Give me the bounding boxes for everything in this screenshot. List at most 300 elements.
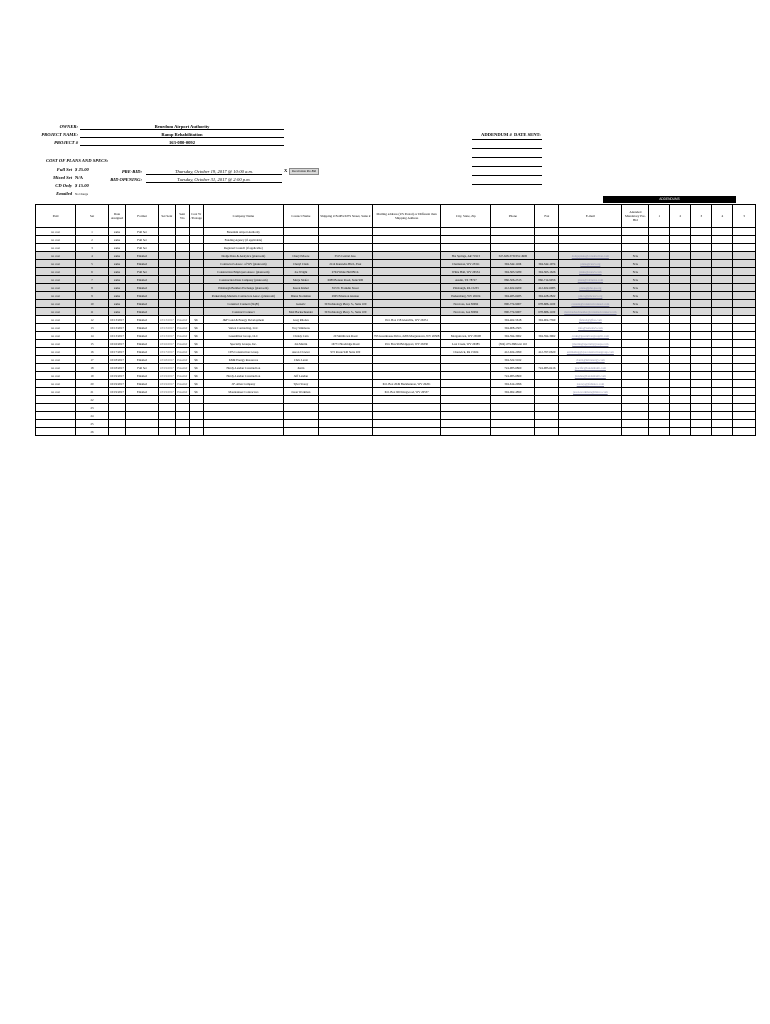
cell-mail	[372, 356, 441, 364]
cell-via	[175, 420, 189, 428]
cell-set: 8	[76, 284, 109, 292]
cell-contact: Jan Martin	[283, 340, 318, 348]
cell-addendum	[649, 404, 670, 412]
cell-sent	[159, 236, 176, 244]
cell-paid	[36, 396, 76, 404]
cell-fax	[535, 244, 559, 252]
column-header: Paid	[36, 205, 76, 228]
date-sent-label: DATE SENT:	[514, 132, 541, 137]
cell-via	[175, 300, 189, 308]
cell-addendum	[649, 244, 670, 252]
cell-email[interactable]: content@constructconnect.com	[559, 300, 622, 308]
table-row	[36, 356, 756, 364]
cell-date	[109, 428, 126, 436]
cell-prebid	[622, 356, 649, 364]
cell-set: 19	[76, 372, 109, 380]
cell-email[interactable]	[559, 412, 622, 420]
cell-email[interactable]: jfeland@gfisa.com	[559, 316, 622, 324]
cell-paid	[36, 412, 76, 420]
cell-addendum	[649, 276, 670, 284]
cell-addendum	[712, 428, 733, 436]
cell-city: Pittsburgh, PA 15233	[441, 284, 491, 292]
table-row	[36, 404, 756, 412]
cell-addendum	[691, 412, 712, 420]
cell-company	[203, 412, 283, 420]
cell-addendum	[670, 300, 691, 308]
cell-format: Emailed	[126, 292, 159, 300]
project-name-value: Ramp Rehabilitation	[80, 132, 284, 138]
cell-set: 17	[76, 356, 109, 364]
cell-phone: 412-924-2090	[491, 348, 535, 356]
cell-fax	[535, 388, 559, 396]
cell-addendum	[733, 396, 756, 404]
cell-city: Parkersburg, WV 26104	[441, 292, 491, 300]
cell-email[interactable]: info@vertexwv.com	[559, 324, 622, 332]
cell-via: Emailed	[177, 341, 188, 346]
cell-addendum	[733, 284, 756, 292]
cell-contact: Generic	[283, 300, 318, 308]
column-header: Mailing address (US Postal) or Different than Shipping Address	[372, 205, 441, 228]
cell-addendum	[712, 276, 733, 284]
cell-format: Emailed	[126, 332, 159, 340]
cell-city	[441, 380, 491, 388]
cell-phone: 304-462-5618	[491, 316, 535, 324]
cell-contact: Joe Wright	[283, 268, 318, 276]
cell-via	[175, 292, 189, 300]
cell-set: 21	[76, 388, 109, 396]
cell-addendum	[712, 244, 733, 252]
cell-addendum	[670, 324, 691, 332]
cell-city	[441, 372, 491, 380]
cell-prebid	[622, 228, 649, 236]
cell-via	[175, 428, 189, 436]
cell-email[interactable]	[559, 420, 622, 428]
cell-addendum	[733, 388, 756, 396]
cell-city	[441, 420, 491, 428]
cell-via	[175, 412, 189, 420]
cell-fax	[535, 404, 559, 412]
cell-fax	[535, 228, 559, 236]
cell-addendum	[733, 252, 756, 260]
prebid-value: Thursday, October 19, 2017 @ 10:00 a.m.	[146, 169, 282, 175]
cell-format: Emailed	[126, 284, 159, 292]
mixed-set-label: Mixed Set	[52, 175, 72, 180]
table-row	[36, 428, 756, 436]
cell-cost	[189, 292, 203, 300]
cell-format: Emailed	[126, 372, 159, 380]
cell-addendum	[649, 292, 670, 300]
cell-city	[441, 228, 491, 236]
cell-sent	[159, 396, 176, 404]
cell-fax	[535, 396, 559, 404]
cell-city	[441, 316, 491, 324]
cell-sent	[159, 260, 176, 268]
cell-addendum	[649, 260, 670, 268]
cell-set: 3	[76, 244, 109, 252]
table-row	[36, 340, 756, 348]
cell-contact: Diana Stockman	[283, 292, 318, 300]
cell-addendum	[670, 308, 691, 316]
cell-company: Specialty Groups, Inc.	[203, 340, 283, 348]
cell-mail	[372, 412, 441, 420]
table-row	[36, 284, 756, 292]
cell-addendum	[649, 308, 670, 316]
cell-addendum	[712, 340, 733, 348]
cell-via: Emailed	[177, 317, 188, 322]
table-row	[36, 228, 756, 236]
cell-contact: Matt Backschneider	[283, 308, 318, 316]
cell-email[interactable]: pmca@pmcawv.org	[559, 292, 622, 300]
cell-via	[175, 236, 189, 244]
cell-prebid: N/A	[622, 300, 649, 308]
cell-addendum	[733, 356, 756, 364]
cell-date: same	[109, 268, 126, 276]
cell-addendum	[670, 236, 691, 244]
cell-phone	[491, 404, 535, 412]
cell-company: Dodge Data & Analytics (planroom)	[203, 252, 283, 260]
cell-email[interactable]: tstorey@jfallenco.com	[559, 380, 622, 388]
cell-mail	[372, 372, 441, 380]
cell-cost: $0.	[189, 388, 203, 396]
cell-via: Emailed	[177, 349, 188, 354]
cell-email[interactable]: clantz@kmrenergy.com	[559, 356, 622, 364]
cell-phone: 800-774-9007	[491, 300, 535, 308]
cell-addendum	[691, 372, 712, 380]
cell-ship: 2114 Kanawha Blvd., East	[318, 260, 372, 268]
cell-contact: Aaron Clowter	[283, 348, 318, 356]
cell-addendum	[712, 284, 733, 292]
cell-via	[175, 404, 189, 412]
cell-email[interactable]	[559, 396, 622, 404]
column-header: Shipping # FedEx/UPS Street, Suite #	[318, 205, 372, 228]
cell-addendum	[649, 300, 670, 308]
cell-via: Emailed	[177, 333, 188, 338]
cell-addendum	[649, 348, 670, 356]
cell-email[interactable]: plans@pbe-pa.org	[559, 284, 622, 292]
cell-set: 16	[76, 348, 109, 356]
cell-city: White Hall, WV 26554	[441, 268, 491, 276]
cell-addendum	[712, 356, 733, 364]
cell-ship: 6089 Bonner Road, Suite 900	[318, 276, 372, 284]
cell-addendum	[691, 260, 712, 268]
recalculate-prebid-button[interactable]: Recalculate Pre-Bid	[289, 168, 319, 175]
cell-email[interactable]: plans@cawv.org	[559, 260, 622, 268]
cell-date	[109, 412, 126, 420]
cell-cost: $0.	[189, 356, 203, 364]
cell-addendum	[712, 268, 733, 276]
cell-paid: no cost	[36, 308, 76, 316]
cell-sent: 10/17/2017	[160, 349, 174, 354]
cell-email[interactable]: ccain@greenrivergroupllc.com	[559, 332, 622, 340]
owner-value: Benedum Airport Authority	[80, 124, 284, 130]
cell-fax: 304-428-2822	[535, 292, 559, 300]
bid-opening-value: Tuesday, October 31, 2017 @ 2:00 p.m.	[146, 177, 282, 183]
cell-addendum	[733, 228, 756, 236]
cell-contact: Marja Shafer	[283, 276, 318, 284]
cell-prebid	[622, 372, 649, 380]
cell-prebid	[622, 244, 649, 252]
cell-contact	[283, 396, 318, 404]
cell-fax: 678-686-1100	[535, 300, 559, 308]
cell-phone: 304-062-4890	[491, 388, 535, 396]
cell-via	[175, 244, 189, 252]
cell-addendum	[670, 284, 691, 292]
cell-addendum	[670, 268, 691, 276]
cell-sent: 10/19/2017	[160, 381, 174, 386]
cell-city	[441, 388, 491, 396]
table-row	[36, 388, 756, 396]
cell-fax: 412-922-6085	[535, 284, 559, 292]
cell-addendum	[712, 228, 733, 236]
cell-paid: no cost	[36, 260, 76, 268]
prebid-label: PRE-BID:	[121, 169, 142, 174]
cell-email[interactable]: jlandan@landanbuilt.com	[559, 372, 622, 380]
cell-ship: 3315 Central Ave.	[318, 252, 372, 260]
table-row	[36, 276, 756, 284]
cell-via	[175, 252, 189, 260]
cell-fax: 866-714-9956	[535, 276, 559, 284]
cell-company: Construct Connect (iSqFt)	[203, 300, 283, 308]
cell-email[interactable]: jason.workman@mtnco.com	[559, 388, 622, 396]
cell-addendum	[649, 388, 670, 396]
cell-addendum	[733, 292, 756, 300]
cell-set: 6	[76, 268, 109, 276]
cell-addendum	[670, 260, 691, 268]
cell-company	[203, 404, 283, 412]
cd-only-value: $ 15.00	[75, 183, 89, 188]
cell-addendum	[712, 348, 733, 356]
cell-fax: 304-342-1074	[535, 260, 559, 268]
cell-addendum	[733, 316, 756, 324]
column-header: Company Name	[203, 205, 283, 228]
cell-paid: no cost	[36, 268, 76, 276]
cell-set: 22	[76, 396, 109, 404]
cell-cost: $0.	[189, 364, 203, 372]
cell-addendum	[670, 428, 691, 436]
table-row	[36, 244, 756, 252]
cell-addendum	[670, 332, 691, 340]
cell-email[interactable]	[559, 428, 622, 436]
table-row	[36, 268, 756, 276]
cell-addendum	[691, 364, 712, 372]
cell-via: Emailed	[177, 373, 188, 378]
cell-phone: 412-922-6200	[491, 284, 535, 292]
cell-cost	[189, 252, 203, 260]
cell-email[interactable]: plans@cdcnews.com	[559, 276, 622, 284]
cell-set: 13	[76, 324, 109, 332]
cell-contact: Greg Rhodes	[283, 316, 318, 324]
cell-email[interactable]	[559, 228, 622, 236]
cell-format: Full Set	[126, 244, 159, 252]
cell-ship: 972 Route 940 Suite 200	[318, 348, 372, 356]
cell-email[interactable]: plans@ceawv.com	[559, 268, 622, 276]
cell-addendum	[712, 404, 733, 412]
cell-mail	[372, 428, 441, 436]
cell-mail: 793 Greenhouse Drive, #206 Morgantown, WV 26508	[373, 333, 440, 338]
cell-email[interactable]: jpacific@landanbuilt.com	[559, 364, 622, 372]
cell-sent	[159, 412, 176, 420]
cell-prebid	[622, 364, 649, 372]
mixed-set-value: N/A	[75, 175, 83, 180]
cell-phone	[491, 236, 535, 244]
cell-company: CPS Construction Group	[203, 348, 283, 356]
cell-cost	[189, 412, 203, 420]
addendum-line-3	[472, 156, 542, 158]
cell-email[interactable]: estimating@cpsconstructiongroup.com	[559, 348, 622, 356]
cell-cost: $0.	[189, 380, 203, 388]
emailed-value: No Charge	[75, 192, 89, 196]
table-row	[36, 308, 756, 316]
cell-set: 2	[76, 236, 109, 244]
cell-prebid: N/A	[622, 252, 649, 260]
cell-date	[109, 404, 126, 412]
cell-addendum	[733, 340, 756, 348]
cell-company: Construction Employers Assoc. (planroom)	[203, 268, 283, 276]
cell-mail	[372, 404, 441, 412]
cell-ship	[318, 244, 372, 252]
cell-addendum	[649, 372, 670, 380]
table-row	[36, 332, 756, 340]
cell-sent	[159, 300, 176, 308]
cell-addendum	[691, 316, 712, 324]
cell-addendum	[733, 324, 756, 332]
cell-addendum	[691, 348, 712, 356]
cell-sent	[159, 244, 176, 252]
cell-set: 14	[76, 332, 109, 340]
cell-ship: 30 Technology Pkwy. S., Suite 100	[318, 300, 372, 308]
cell-fax	[535, 356, 559, 364]
cell-set: 5	[76, 260, 109, 268]
cell-paid: no cost	[36, 228, 76, 236]
cell-addendum	[733, 380, 756, 388]
cell-paid: no cost	[36, 292, 76, 300]
cell-addendum	[712, 396, 733, 404]
cell-addendum	[733, 236, 756, 244]
addendum-label: ADDENDUM #	[481, 132, 512, 137]
cell-format: Full Set	[126, 228, 159, 236]
cell-format: Emailed	[126, 252, 159, 260]
cell-email[interactable]: jmartin@specialtygroups.com	[559, 340, 622, 348]
cell-paid: no cost	[36, 252, 76, 260]
cell-addendum	[733, 308, 756, 316]
cell-phone	[491, 396, 535, 404]
cell-mail	[372, 396, 441, 404]
addendums-header: ADDENDUMS	[603, 196, 736, 203]
cell-format: Full Set	[126, 364, 159, 372]
cell-addendum	[691, 252, 712, 260]
cell-company: Mountaineer Contractors	[203, 388, 283, 396]
cell-cost	[189, 404, 203, 412]
cell-set: 12	[76, 316, 109, 324]
cell-contact: Justin	[283, 364, 318, 372]
cell-format: Full Set	[126, 236, 159, 244]
cell-format	[126, 404, 159, 412]
cell-addendum	[712, 380, 733, 388]
emailed-label: Emailed	[56, 191, 72, 196]
cell-prebid	[622, 380, 649, 388]
cell-format: Emailed	[126, 308, 159, 316]
cell-sent: 10/13/2017	[160, 325, 174, 330]
column-header: Contact Name	[283, 205, 318, 228]
cell-city	[441, 324, 491, 332]
project-name-label: PROJECT NAME:	[41, 132, 78, 137]
cell-addendum	[712, 260, 733, 268]
cell-via: Emailed	[177, 389, 188, 394]
cell-date: 10/19/2017	[110, 373, 124, 378]
cell-paid: no cost	[36, 284, 76, 292]
cell-addendum	[670, 396, 691, 404]
project-number-label: PROJECT #	[54, 140, 78, 145]
cell-format: Emailed	[126, 348, 159, 356]
cell-ship: 813 N. Franklin Street	[318, 284, 372, 292]
cell-email[interactable]	[559, 244, 622, 252]
cell-paid: no cost	[36, 316, 76, 324]
cell-addendum	[670, 372, 691, 380]
cell-email[interactable]: matt.backschneider@constructconnect.com	[559, 308, 622, 316]
cell-fax	[535, 420, 559, 428]
cell-addendum	[691, 276, 712, 284]
cell-ship: 30 Technology Pkwy. S., Suite 100	[318, 308, 372, 316]
cell-ship	[318, 404, 372, 412]
cell-addendum	[691, 332, 712, 340]
cell-date	[109, 420, 126, 428]
cell-cost	[189, 236, 203, 244]
cell-date: same	[109, 308, 126, 316]
cell-paid	[36, 420, 76, 428]
table-row	[36, 380, 756, 388]
cell-paid: no cost	[36, 348, 76, 356]
cell-cost	[189, 420, 203, 428]
cell-ship: 2704 White Hall Blvd.	[318, 268, 372, 276]
cell-sent: 10/13/2017	[160, 317, 174, 322]
column-header: Sent Via	[175, 205, 189, 228]
cell-contact	[283, 228, 318, 236]
cell-cost: $0.	[189, 316, 203, 324]
cell-set: 1	[76, 228, 109, 236]
addendum-line-1	[472, 138, 542, 140]
cell-addendum	[733, 404, 756, 412]
cell-set: 10	[76, 300, 109, 308]
cell-format	[126, 420, 159, 428]
plan-holders-table	[35, 204, 756, 436]
cell-addendum	[733, 244, 756, 252]
cell-contact: Karen Kishel	[283, 284, 318, 292]
cell-phone: 304-908-2303	[491, 324, 535, 332]
column-header: Fax	[535, 205, 559, 228]
column-header: Set Sent	[159, 205, 176, 228]
cell-format: Emailed	[126, 380, 159, 388]
cell-cost	[189, 268, 203, 276]
cell-email[interactable]	[559, 236, 622, 244]
cell-addendum	[649, 284, 670, 292]
cell-sent: 10/19/2017	[160, 373, 174, 378]
cell-sent	[159, 228, 176, 236]
cell-cost	[189, 396, 203, 404]
cell-contact	[283, 420, 318, 428]
cell-addendum	[691, 396, 712, 404]
cell-via: Emailed	[177, 325, 188, 330]
cell-cost	[189, 308, 203, 316]
cell-email[interactable]	[559, 404, 622, 412]
cell-addendum	[691, 380, 712, 388]
cell-addendum	[649, 380, 670, 388]
cell-addendum	[691, 356, 712, 364]
cell-company	[203, 396, 283, 404]
cell-email[interactable]: dodgeplans@construction.com	[559, 252, 622, 260]
cell-addendum	[691, 292, 712, 300]
cell-mail: P.O. Box 96 Bridgeport, WV 26330	[372, 340, 441, 348]
cell-addendum	[649, 316, 670, 324]
